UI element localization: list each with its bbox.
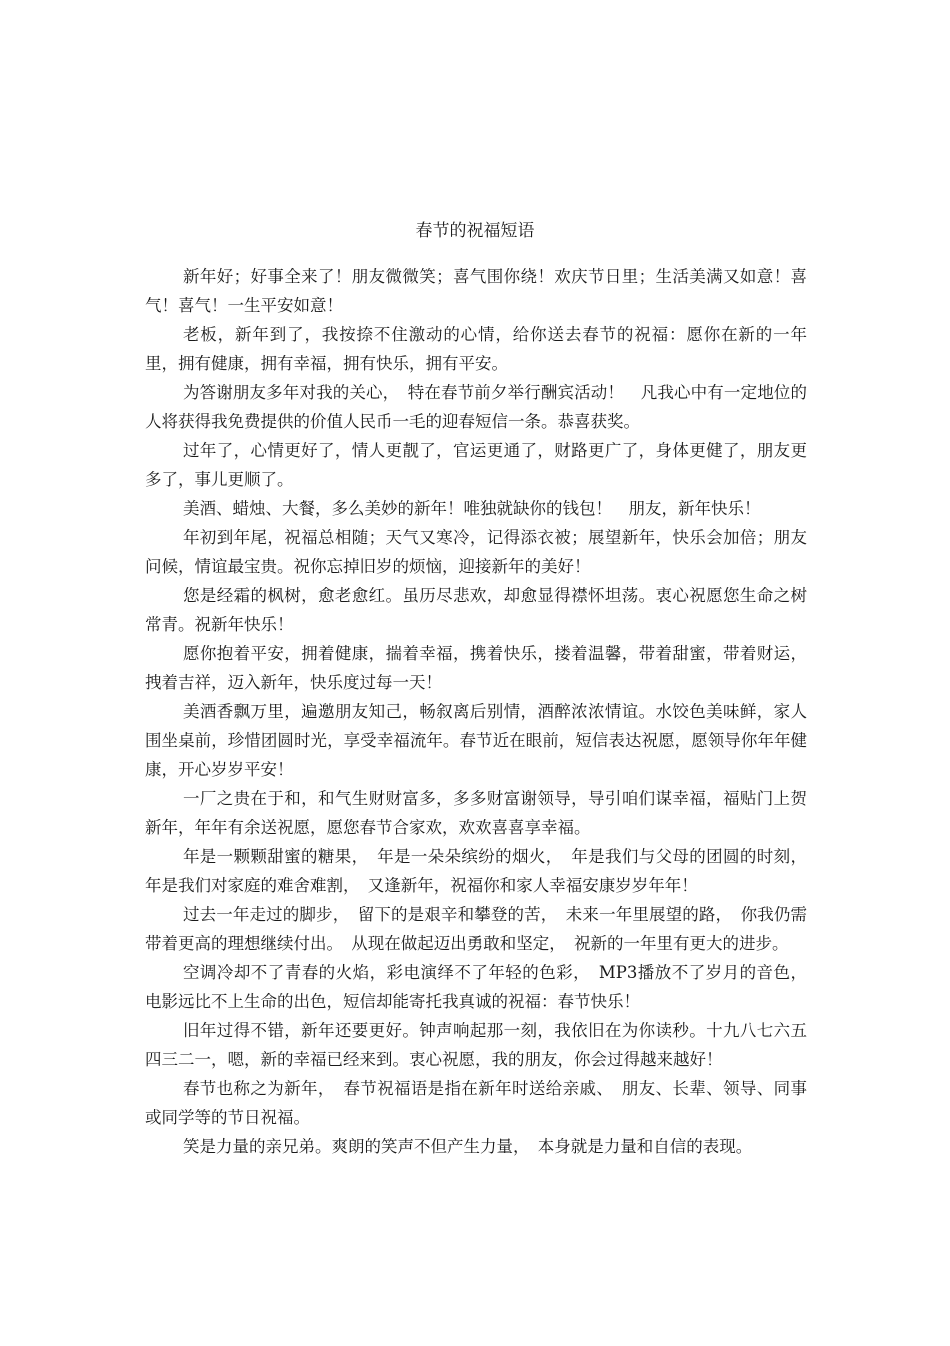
paragraph: 老板，新年到了，我按捺不住激动的心情，给你送去春节的祝福：愿你在新的一年里，拥有健康，拥有幸福，拥有快乐，拥有平安。: [145, 325, 807, 373]
paragraph: 年是一颗颗甜蜜的糖果， 年是一朵朵缤纷的烟火， 年是我们与父母的团圆的时刻，年是我们对家庭的难舍难割， 又逢新年，祝福你和家人幸福安康岁岁年年！: [145, 847, 807, 895]
paragraph: 年初到年尾，祝福总相随；天气又寒冷，记得添衣被；展望新年，快乐会加倍；朋友问候，情谊最宝贵。祝你忘掉旧岁的烦恼，迎接新年的美好！: [145, 528, 807, 576]
document-title: 春节的祝福短语: [415, 221, 535, 241]
paragraph: 为答谢朋友多年对我的关心， 特在春节前夕举行酬宾活动！ 凡我心中有一定地位的人将获得我免费提供的价值人民币一毛的迎春短信一条。恭喜获奖。: [145, 383, 807, 431]
paragraph: 空调冷却不了青春的火焰，彩电演绎不了年轻的色彩， MP3播放不了岁月的音色，电影远比不上生命的出色，短信却能寄托我真诚的祝福：春节快乐！: [145, 963, 807, 1011]
document-body: [145, 262, 807, 1161]
paragraph: 美酒香飘万里，遍邀朋友知己，畅叙离后别情，酒醉浓浓情谊。水饺色美味鲜，家人围坐桌前，珍惜团圆时光，享受幸福流年。春节近在眼前，短信表达祝愿，愿领导你年年健康，开心岁岁平安！: [145, 702, 807, 779]
paragraph: 美酒、蜡烛、大餐，多么美妙的新年！唯独就缺你的钱包！ 朋友，新年快乐！: [182, 499, 761, 518]
paragraph: 过年了，心情更好了，情人更靓了，官运更通了，财路更广了，身体更健了，朋友更多了，事儿更顺了。: [145, 441, 807, 489]
paragraph: 笑是力量的亲兄弟。爽朗的笑声不但产生力量， 本身就是力量和自信的表现。: [182, 1137, 753, 1156]
paragraph: 春节也称之为新年， 春节祝福语是指在新年时送给亲戚、 朋友、长辈、领导、同事或同学等的节日祝福。: [145, 1079, 807, 1127]
paragraph: 新年好；好事全来了！朋友微微笑；喜气围你绕！欢庆节日里；生活美满又如意！喜气！喜气！一生平安如意！: [145, 267, 807, 315]
paragraph: 一厂之贵在于和，和气生财财富多，多多财富谢领导，导引咱们谋幸福，福贴门上贺新年，年年有余送祝愿，愿您春节合家欢，欢欢喜喜享幸福。: [145, 789, 807, 837]
paragraph: 旧年过得不错，新年还要更好。钟声响起那一刻，我依旧在为你读秒。十九八七六五四三二一，嗯，新的幸福已经来到。衷心祝愿，我的朋友，你会过得越来越好！: [145, 1021, 807, 1069]
paragraph: 过去一年走过的脚步， 留下的是艰辛和攀登的苦， 未来一年里展望的路， 你我仍需带着更高的理想继续付出。 从现在做起迈出勇敢和坚定， 祝新的一年里有更大的进步。: [145, 905, 807, 953]
paragraph: 您是经霜的枫树，愈老愈红。虽历尽悲欢，却愈显得襟怀坦荡。衷心祝愿您生命之树常青。祝新年快乐！: [145, 586, 807, 634]
paragraph: 愿你抱着平安，拥着健康，揣着幸福，携着快乐，搂着温馨，带着甜蜜，带着财运，拽着吉祥，迈入新年，快乐度过每一天！: [145, 644, 807, 692]
